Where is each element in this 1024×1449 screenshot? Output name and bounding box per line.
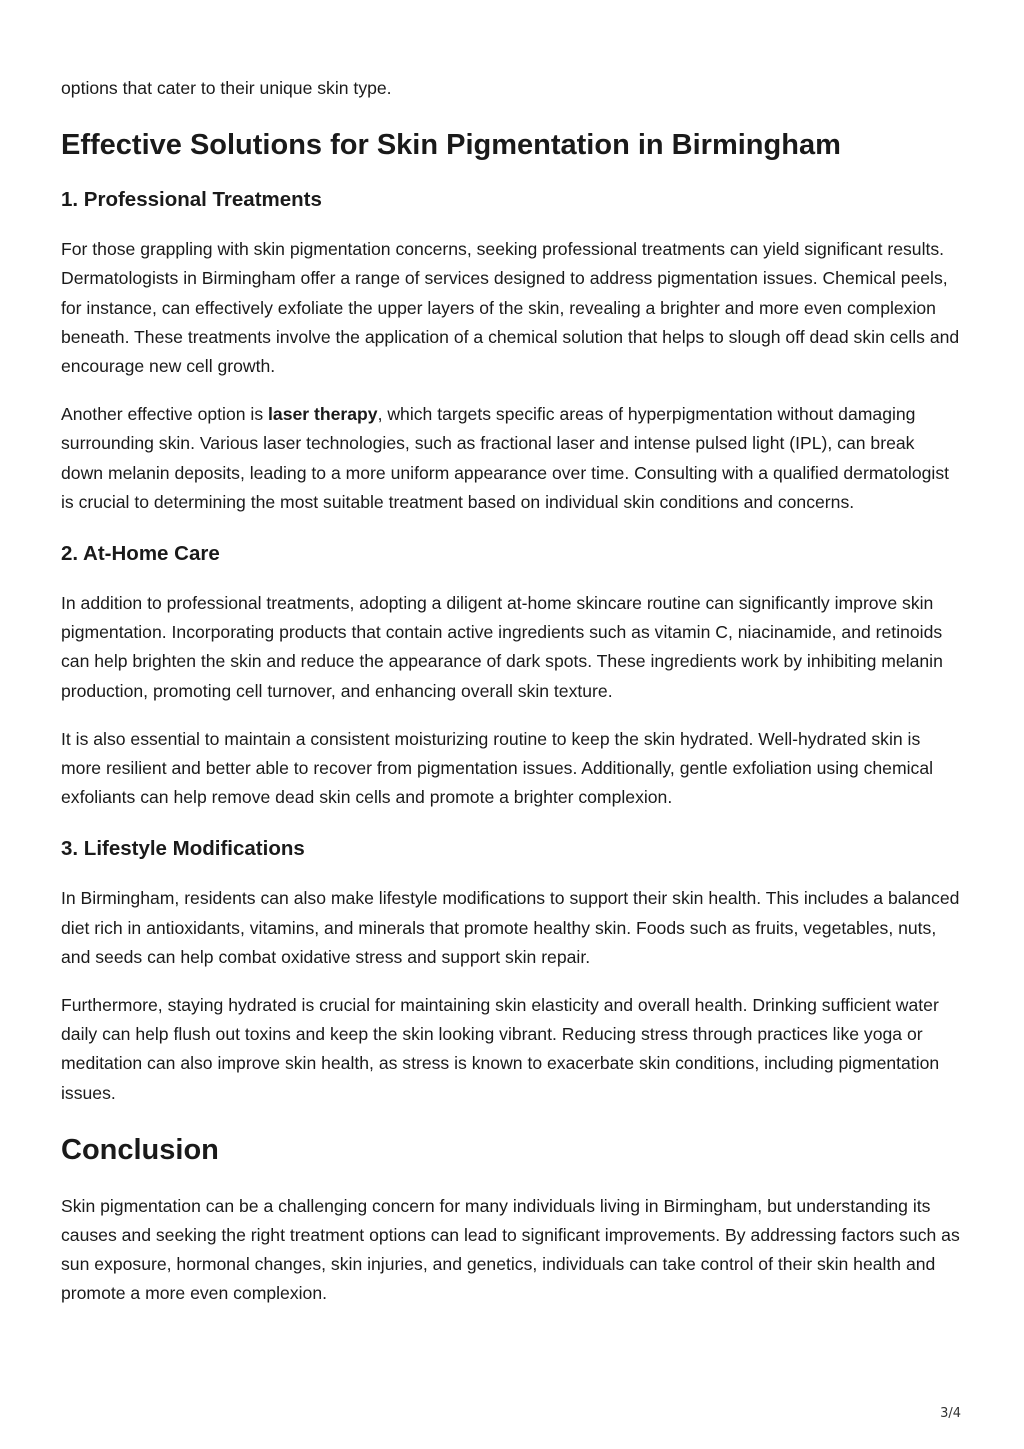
paragraph: For those grappling with skin pigmentation concerns, seeking professional treatments can yield significant results. Dermatologists in Birmingham offer a range of services designed to address pigmentation issues. Chemical peels, for instance, can effectively exfoliate the upper layers of the skin, revealing a brighter and more even complexion beneath. These treatments involve the application of a chemical solution that helps to slough off dead skin cells and encourage new cell growth. bbox=[61, 239, 960, 377]
text-run: Another effective option is bbox=[61, 404, 269, 425]
section-professional-treatments bbox=[61, 187, 961, 517]
conclusion-heading: Conclusion bbox=[61, 1133, 219, 1166]
bold-term: laser therapy bbox=[268, 404, 378, 425]
section-heading: 1. Professional Treatments bbox=[61, 188, 322, 212]
paragraph: Furthermore, staying hydrated is crucial for maintaining skin elasticity and overall health. Drinking sufficient water daily can help flush out toxins and keep the skin looking vibrant. Reducing stress through practices like yoga or meditation can also improve skin health, as stress is known to exacerbate skin conditions, including pigmentation issues. bbox=[61, 995, 940, 1103]
paragraph: It is also essential to maintain a consistent moisturizing routine to keep the skin hydrated. Well-hydrated skin is more resilient and better able to recover from pigmentation issues. Additionally, gentle exfoliation using chemical exfoliants can help remove dead skin cells and promote a brighter complexion. bbox=[61, 728, 934, 808]
main-heading: Effective Solutions for Skin Pigmentation in Birmingham bbox=[61, 129, 841, 162]
paragraph-laser-therapy bbox=[61, 400, 961, 517]
document-page bbox=[61, 74, 961, 1328]
section-heading: 2. At-Home Care bbox=[61, 542, 220, 566]
section-heading: 3. Lifestyle Modifications bbox=[61, 837, 305, 861]
section-conclusion bbox=[61, 1132, 961, 1309]
intro-fragment: options that cater to their unique skin type. bbox=[61, 78, 392, 98]
paragraph: In Birmingham, residents can also make lifestyle modifications to support their skin health. This includes a balanced diet rich in antioxidants, vitamins, and minerals that promote healthy skin. Foods such as fruits, vegetables, nuts, and seeds can help combat oxidative stress and support skin repair. bbox=[61, 888, 960, 967]
text-run: , which targets specific areas of hyperpigmentation without damaging surrounding skin. Various laser technologies, such as fractional laser and intense pulsed light (IPL), can break down melanin deposits, leading to a more uniform appearance over time. Consulting with a qualified dermatologist is crucial to determining the most suitable treatment based on individual skin conditions and concerns. bbox=[61, 404, 950, 512]
paragraph: In addition to professional treatments, adopting a diligent at-home skincare routine can significantly improve skin pigmentation. Incorporating products that contain active ingredients such as vitamin C, niacinamide, and retinoids can help brighten the skin and reduce the appearance of dark spots. These ingredients work by inhibiting melanin production, promoting cell turnover, and enhancing overall skin texture. bbox=[61, 593, 943, 701]
section-lifestyle-modifications bbox=[61, 836, 961, 1107]
paragraph: Skin pigmentation can be a challenging concern for many individuals living in Birmingham, but understanding its causes and seeking the right treatment options can lead to significant improvements. By addressing factors such as sun exposure, hormonal changes, skin injuries, and genetics, individuals can take control of their skin health and promote a more even complexion. bbox=[61, 1195, 960, 1304]
page-number: 3/4 bbox=[940, 1406, 961, 1421]
section-at-home-care bbox=[61, 541, 961, 812]
